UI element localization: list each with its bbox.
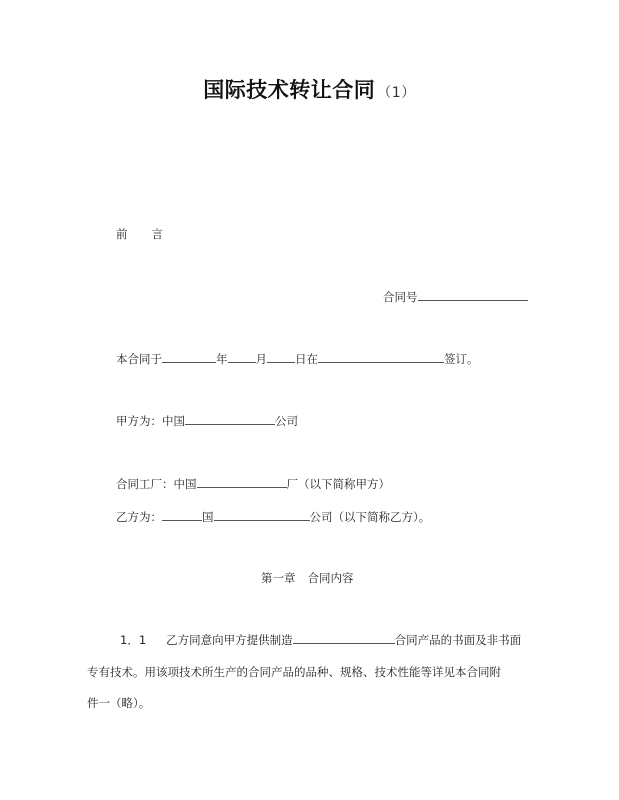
signing-year-blank[interactable] — [162, 350, 216, 363]
party-b-company-blank[interactable] — [214, 508, 310, 521]
contract-number-blank[interactable] — [418, 288, 528, 301]
signing-day-blank[interactable] — [267, 350, 295, 363]
title-suffix: （1） — [377, 85, 416, 101]
clause-product-blank[interactable] — [293, 631, 395, 644]
signing-day-at-label: 日在 — [295, 352, 318, 366]
party-b-country-blank[interactable] — [162, 508, 202, 521]
signing-year-label: 年 — [216, 352, 228, 366]
factory-suffix: 厂（以下简称甲方） — [286, 477, 390, 491]
contract-number-label: 合同号 — [383, 290, 418, 304]
signing-month-label: 月 — [255, 352, 267, 366]
title-text: 国际技术转让合同 — [203, 78, 376, 102]
party-b-line — [116, 508, 430, 525]
chapter-title: 合同内容 — [307, 571, 354, 585]
party-a-prefix: 甲方为：中国 — [116, 414, 185, 428]
factory-line — [116, 475, 390, 492]
signing-month-blank[interactable] — [228, 350, 256, 363]
clause-1-1-line2: 专有技术。用该项技术所生产的合同产品的品种、规格、技术性能等详见本合同附 — [87, 665, 501, 679]
chapter-number: 第一章 — [261, 571, 296, 585]
factory-name-blank[interactable] — [197, 475, 287, 488]
clause-text-after-blank: 合同产品的书面及非书面 — [394, 633, 522, 647]
clause-text-before-blank: 乙方同意向甲方提供制造 — [166, 633, 293, 647]
document-title — [0, 74, 619, 104]
preface-heading — [116, 226, 163, 242]
preface-left: 前 — [116, 227, 128, 241]
party-a-suffix: 公司 — [275, 414, 298, 428]
clause-1-1-line3: 件一（略）。 — [87, 696, 151, 710]
clause-number: 1．1 — [120, 633, 147, 647]
contract-number-line — [383, 288, 528, 305]
signing-line — [116, 350, 479, 367]
signing-prefix: 本合同于 — [116, 352, 162, 366]
party-b-prefix: 乙方为： — [116, 510, 162, 524]
signing-suffix: 签订。 — [444, 352, 479, 366]
preface-right: 言 — [151, 227, 163, 241]
clause-1-1-line1 — [120, 631, 521, 648]
chapter-heading — [261, 570, 354, 586]
signing-place-blank[interactable] — [318, 350, 444, 363]
party-b-country-label: 国 — [202, 510, 214, 524]
factory-prefix: 合同工厂：中国 — [116, 477, 197, 491]
party-a-line — [116, 412, 298, 429]
party-a-company-blank[interactable] — [185, 412, 275, 425]
party-b-suffix: 公司（以下简称乙方）。 — [309, 510, 431, 524]
